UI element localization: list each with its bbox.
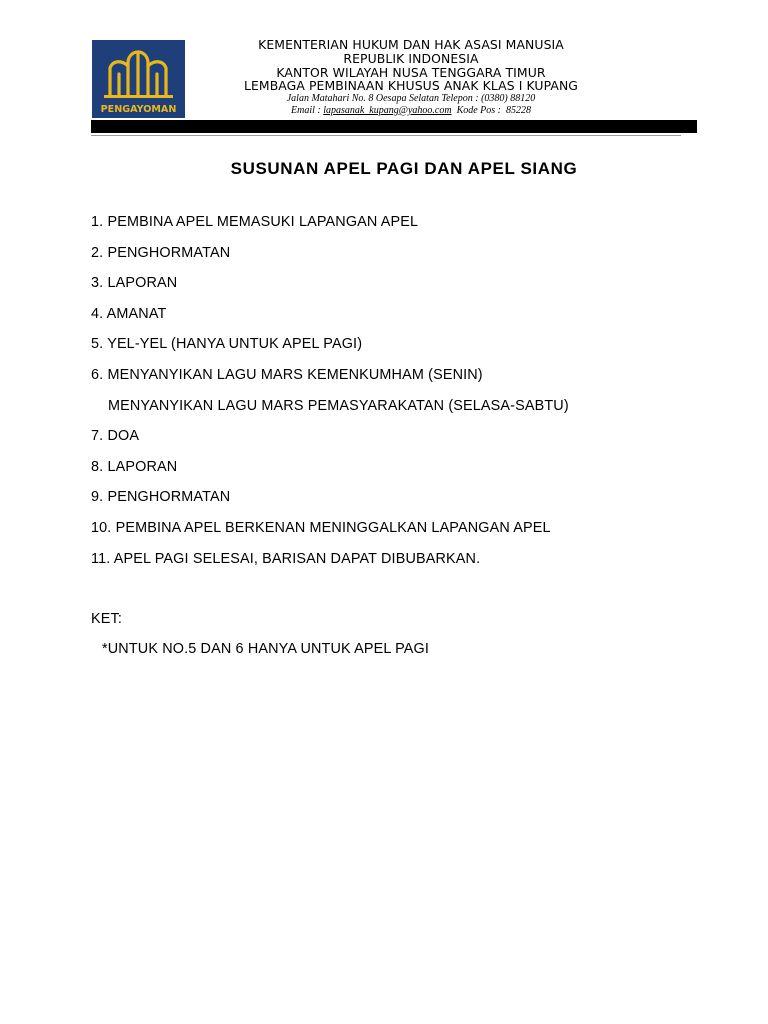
list-item: 10. PEMBINA APEL BERKENAN MENINGGALKAN LAPANGAN APEL	[91, 519, 551, 536]
page-title: SUSUNAN APEL PAGI DAN APEL SIANG	[230, 159, 578, 178]
list-item: 6. MENYANYIKAN LAGU MARS KEMENKUMHAM (SENIN)	[91, 366, 483, 383]
header-address: Jalan Matahari No. 8 Oesapa Selatan Telepon : (0380) 88120	[286, 93, 536, 105]
agenda-list	[91, 213, 711, 580]
institution-header	[201, 38, 621, 116]
pengayoman-logo	[92, 40, 185, 118]
email-link[interactable]: lapasanak_kupang@yahoo.com	[323, 104, 452, 116]
logo-text: PENGAYOMAN	[100, 104, 177, 115]
list-item: 1. PEMBINA APEL MEMASUKI LAPANGAN APEL	[91, 214, 419, 230]
list-item: 11. APEL PAGI SELESAI, BARISAN DAPAT DIBUBARKAN.	[91, 550, 481, 567]
header-rule-thin	[91, 135, 681, 136]
postal-code: Kode Pos : 85228	[451, 104, 532, 116]
list-item: 4. AMANAT	[91, 305, 167, 322]
list-item: 7. DOA	[91, 428, 140, 445]
list-item: 3. LAPORAN	[91, 275, 178, 292]
list-item: 9. PENGHORMATAN	[91, 489, 231, 506]
header-line-country: REPUBLIK INDONESIA	[343, 50, 479, 66]
list-item: 2. PENGHORMATAN	[91, 244, 231, 261]
note-label: KET:	[91, 611, 122, 627]
letterhead	[91, 38, 697, 134]
header-rule-thick	[91, 120, 697, 133]
header-line-ministry: KEMENTERIAN HUKUM DAN HAK ASASI MANUSIA	[258, 37, 564, 52]
note-text: *UNTUK NO.5 DAN 6 HANYA UNTUK APEL PAGI	[102, 641, 430, 657]
header-line-regional-office: KANTOR WILAYAH NUSA TENGGARA TIMUR	[276, 64, 546, 80]
list-item: 5. YEL-YEL (HANYA UNTUK APEL PAGI)	[91, 336, 363, 353]
header-line-institution: LEMBAGA PEMBINAAN KHUSUS ANAK KLAS I KUPANG	[243, 78, 579, 94]
email-label: Email :	[290, 104, 324, 116]
header-contact	[201, 105, 621, 117]
list-item-continuation: MENYANYIKAN LAGU MARS PEMASYARAKATAN (SELASA-SABTU)	[108, 397, 569, 414]
list-item: 8. LAPORAN	[91, 458, 178, 475]
